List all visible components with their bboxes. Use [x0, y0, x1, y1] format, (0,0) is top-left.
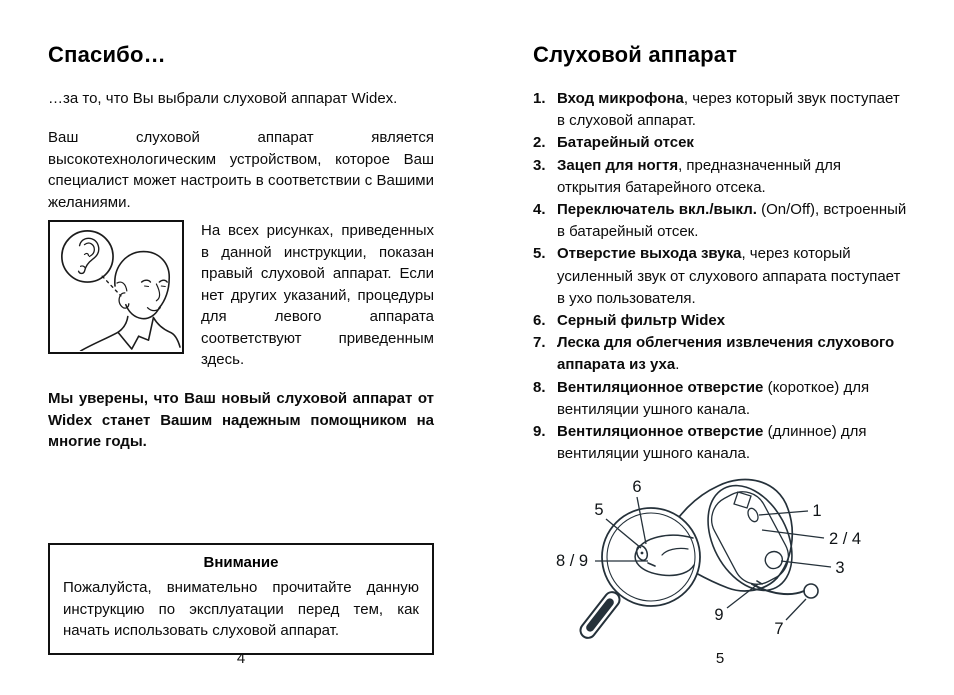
item-description: . — [675, 356, 680, 374]
item-number: 9. — [533, 423, 546, 441]
callout-5: 5 — [594, 501, 604, 519]
callout-8-9: 8 / 9 — [555, 552, 589, 570]
item-text — [557, 377, 907, 421]
page-title-hearing-aid: Слуховой аппарат — [533, 42, 738, 67]
item-description: , через который усиленный звук от слухового аппарата поступает в ухо пользователя. — [557, 245, 901, 307]
assurance-paragraph: Мы уверены, что Ваш новый слуховой аппарат от Widex станет Вашим надежным помощником на многие годы. — [48, 390, 434, 450]
page-number-right: 5 — [715, 650, 725, 667]
item-text — [557, 243, 907, 310]
hearing-aid-diagram-svg — [538, 462, 940, 648]
item-text — [557, 199, 907, 243]
man-ear-illustration — [51, 223, 181, 351]
item-text — [557, 88, 907, 132]
item-number: 7. — [533, 334, 546, 352]
page-title-thanks: Спасибо… — [48, 42, 166, 67]
callout-6: 6 — [632, 478, 642, 496]
item-number: 1. — [533, 90, 546, 107]
item-number: 8. — [533, 378, 546, 396]
item-term: Вентиляционное отверстие — [557, 378, 764, 396]
item-term: Вентиляционное отверстие — [557, 423, 764, 441]
item-term: Отверстие выхода звука — [557, 245, 742, 263]
item-term: Батарейный отсек — [557, 134, 694, 152]
list-item — [533, 332, 907, 376]
item-number: 4. — [533, 201, 546, 219]
item-text — [557, 421, 907, 465]
list-item — [533, 88, 907, 132]
list-item — [533, 310, 907, 332]
list-item — [533, 132, 907, 154]
warning-box — [48, 543, 434, 655]
item-number: 2. — [533, 134, 546, 152]
item-term: Леска для облегчения извлечения слухового аппарата из уха — [557, 334, 895, 374]
callout-1: 1 — [812, 502, 822, 520]
device-paragraph: Ваш слуховой аппарат является высокотехнологическим устройством, которое Ваш специалист может настроить в соответствии с Вашими желаниями. — [48, 129, 434, 211]
warning-text: Пожалуйста, внимательно прочитайте данную инструкцию по эксплуатации перед тем, как начать использовать слуховой аппарат. — [63, 579, 419, 639]
item-text — [557, 132, 907, 154]
item-number: 6. — [533, 312, 546, 330]
item-term: Вход микрофона — [557, 90, 684, 107]
item-term: Зацеп для ногтя — [557, 156, 679, 174]
figure-caption: На всех рисунках, приведенных в данной инструкции, показан правый слуховой аппарат. Если нет других указаний, процедуры для левого аппарата соответствуют приведенным здесь. — [201, 222, 434, 368]
item-term: Переключатель вкл./выкл. — [557, 201, 757, 219]
item-number: 3. — [533, 156, 546, 174]
item-text — [557, 332, 907, 376]
item-term: Серный фильтр Widex — [557, 312, 726, 330]
list-item — [533, 421, 907, 465]
item-text — [557, 310, 907, 332]
item-text — [557, 155, 907, 199]
item-description: , предназначенный для открытия батарейного отсека. — [557, 156, 841, 196]
callout-3: 3 — [835, 559, 845, 577]
item-description: (длинное) для вентиляции ушного канала. — [557, 423, 867, 463]
list-item — [533, 243, 907, 310]
intro-paragraph: …за то, что Вы выбрали слуховой аппарат Widex. — [48, 90, 398, 107]
figure-row — [48, 220, 434, 371]
callout-7: 7 — [774, 620, 784, 638]
warning-title: Внимание — [203, 554, 279, 571]
list-item — [533, 155, 907, 199]
item-description: (On/Off), встроенный в батарейный отсек. — [557, 201, 907, 241]
list-item — [533, 377, 907, 421]
parts-list — [533, 88, 907, 465]
man-ear-figure-frame — [48, 220, 184, 354]
callout-2-4: 2 / 4 — [829, 530, 862, 548]
hearing-aid-diagram — [538, 462, 940, 648]
item-description: (короткое) для вентиляции ушного канала. — [557, 378, 870, 418]
callout-9: 9 — [714, 606, 724, 624]
page-number-left: 4 — [236, 650, 246, 667]
item-number: 5. — [533, 245, 546, 263]
item-description: , через который звук поступает в слуховой аппарат. — [557, 90, 900, 130]
list-item — [533, 199, 907, 243]
